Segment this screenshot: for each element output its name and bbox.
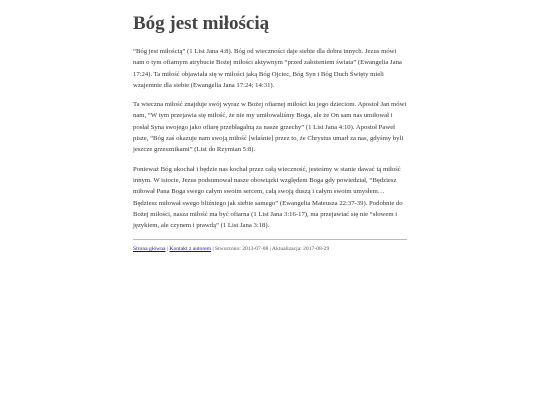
article-paragraph-2: Ta wieczna miłość znajduje swój wyraz w Bożej ofiarnej miłości ku jego dzieciom. Apostoł Jan mówi nam, “W tym przejawia się miłość, że nie my umiłowaliśmy Boga, ale że On sam nas umiłował i posłał Syna swojego jako ofiarę przebłagalną za nasze grzechy” (1 List Jana 4:10). Apostoł Paweł pisze, “Bóg zaś okazuje nam swoją miłość [właśnie] przez to, że Chrystus umarł za nas, gdyśmy byli jeszcze grzesznikami” (List do Rzymian 5:8).: [133, 101, 407, 154]
page-title: Bóg jest miłością: [133, 13, 270, 34]
article-paragraph-3: Ponieważ Bóg ukochał i będzie nas kochał przez całą wieczność, jesteśmy w stanie dawać tą miłość innym. W istocie, Jezus podsumował nasze obowiązki względem Boga gdy powiedział, “Będziesz miłował Pana Boga swego całym swoim sercem, całą swoją duszą i całym swoim umysłem… Będziesz miłował swego bliźniego jak siebie samego” (Ewangelia Mateusza 22:37-39). Podobnie do Bożej miłości, nasza miłość ma być ofiarna (1 List Jana 3:16-17), ma przejawiać się nie “słowem i językiem, ale czynem i prawdą” (1 List Jana 3:18).: [133, 165, 403, 230]
contact-author-link[interactable]: Kontakt z autorem: [169, 246, 212, 253]
footer-separator: |: [269, 246, 271, 253]
home-link[interactable]: Strona główna: [133, 246, 166, 253]
updated-date: Aktualizacja: 2017-08-29: [271, 246, 330, 253]
footer-separator: |: [212, 246, 214, 253]
footer-separator: |: [166, 246, 169, 253]
footer-divider: [133, 239, 407, 240]
article-container: [133, 12, 408, 254]
created-date: Stworzono: 2013-07-08: [215, 246, 269, 253]
page-footer: [133, 245, 408, 254]
article-paragraph-1: “Bóg jest miłością” (1 List Jana 4:8). Bóg od wieczności daje siebie dla dobra innych. Jezus mówi nam o tym ofiarnym atrybucie Bożej miłości aktywnym “przed założeniem świata” (Ewangelia Jana 17:24). Ta miłość objawiała się w miłości jaką Bóg Ojciec, Bóg Syn i Bóg Duch Święty mieli wzajemnie dla siebie (Ewangelia Jana 17:24; 14:31).: [133, 48, 402, 89]
